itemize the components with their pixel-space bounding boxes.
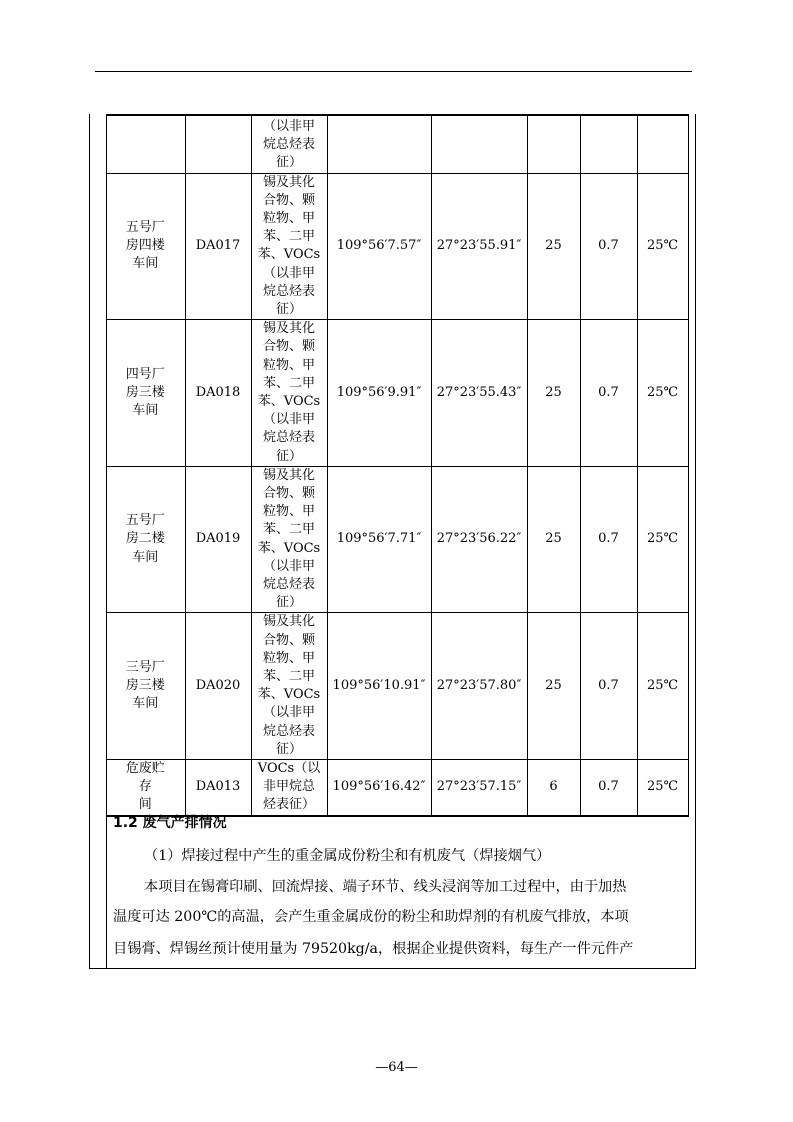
- cell-diameter: 0.7: [580, 320, 637, 467]
- cell-pollutant: 锡及其化 合物、颗 粒物、甲 苯、二甲 苯、VOCs （以非甲 烷总烃表 征）: [251, 320, 327, 467]
- table-row: [106, 760, 688, 816]
- cell-lon: 109°56′16.42″: [327, 760, 431, 816]
- cell-lat: 27°23′55.91″: [431, 173, 527, 320]
- cell-height: 25: [527, 173, 580, 320]
- cell-height: 25: [527, 613, 580, 760]
- cell-lat: [431, 115, 527, 173]
- cell-pollutant: 锡及其化 合物、颗 粒物、甲 苯、二甲 苯、VOCs （以非甲 烷总烃表 征）: [251, 613, 327, 760]
- cell-lon: 109°56′7.57″: [327, 173, 431, 320]
- cell-pollutant: 锡及其化 合物、颗 粒物、甲 苯、二甲 苯、VOCs （以非甲 烷总烃表 征）: [251, 173, 327, 320]
- cell-diameter: 0.7: [580, 760, 637, 816]
- cell-temp: 25℃: [637, 320, 688, 467]
- cell-workshop: [106, 115, 185, 173]
- cell-code: DA020: [185, 613, 251, 760]
- table-row: [106, 173, 688, 320]
- cell-pollutant: VOCs（以 非甲烷总 烃表征）: [251, 760, 327, 816]
- cell-lat: 27°23′57.15″: [431, 760, 527, 816]
- cell-height: 6: [527, 760, 580, 816]
- cell-lon: 109°56′9.91″: [327, 320, 431, 467]
- paragraph-line: 本项目在锡膏印刷、回流焊接、端子环节、线头浸润等加工过程中，由于加热: [144, 879, 627, 895]
- page-number: —64—: [375, 1060, 418, 1075]
- cell-workshop: 三号厂 房三楼 车间: [106, 613, 185, 760]
- cell-code: DA017: [185, 173, 251, 320]
- cell-workshop: 五号厂 房四楼 车间: [106, 173, 185, 320]
- cell-height: 25: [527, 466, 580, 613]
- cell-workshop: 危废贮 存 间: [106, 760, 185, 816]
- cell-temp: 25℃: [637, 173, 688, 320]
- paragraph-line: 温度可达 200℃的高温，会产生重金属成份的粉尘和助焊剂的有机废气排放，本项: [113, 909, 629, 925]
- cell-code: DA013: [185, 760, 251, 816]
- cell-lon: [327, 115, 431, 173]
- cell-diameter: 0.7: [580, 613, 637, 760]
- cell-diameter: 0.7: [580, 173, 637, 320]
- table-row: [106, 466, 688, 613]
- section-title: 1.2 废气产排情况: [113, 815, 227, 831]
- cell-lat: 27°23′55.43″: [431, 320, 527, 467]
- cell-lon: 109°56′10.91″: [327, 613, 431, 760]
- cell-height: 25: [527, 320, 580, 467]
- cell-diameter: [580, 115, 637, 173]
- cell-height: [527, 115, 580, 173]
- cell-pollutant: 锡及其化 合物、颗 粒物、甲 苯、二甲 苯、VOCs （以非甲 烷总烃表 征）: [251, 466, 327, 613]
- cell-code: DA019: [185, 466, 251, 613]
- cell-workshop: 五号厂 房二楼 车间: [106, 466, 185, 613]
- cell-code: [185, 115, 251, 173]
- cell-lat: 27°23′57.80″: [431, 613, 527, 760]
- section-subtitle: （1）焊接过程中产生的重金属成份粉尘和有机废气（焊接烟气）: [144, 848, 551, 864]
- cell-temp: 25℃: [637, 466, 688, 613]
- cell-workshop: 四号厂 房三楼 车间: [106, 320, 185, 467]
- cell-pollutant: （以非甲 烷总烃表 征）: [251, 115, 327, 173]
- cell-code: DA018: [185, 320, 251, 467]
- header-rule: [95, 71, 692, 72]
- paragraph-line: 目锡膏、焊锡丝预计使用量为 79520kg/a，根据企业提供资料，每生产一件元件产: [113, 941, 634, 957]
- emission-source-table: [106, 114, 689, 817]
- cell-lon: 109°56′7.71″: [327, 466, 431, 613]
- cell-diameter: 0.7: [580, 466, 637, 613]
- cell-lat: 27°23′56.22″: [431, 466, 527, 613]
- cell-temp: 25℃: [637, 613, 688, 760]
- table-row: [106, 115, 688, 173]
- cell-temp: [637, 115, 688, 173]
- table-row: [106, 320, 688, 467]
- cell-temp: 25℃: [637, 760, 688, 816]
- table-row: [106, 613, 688, 760]
